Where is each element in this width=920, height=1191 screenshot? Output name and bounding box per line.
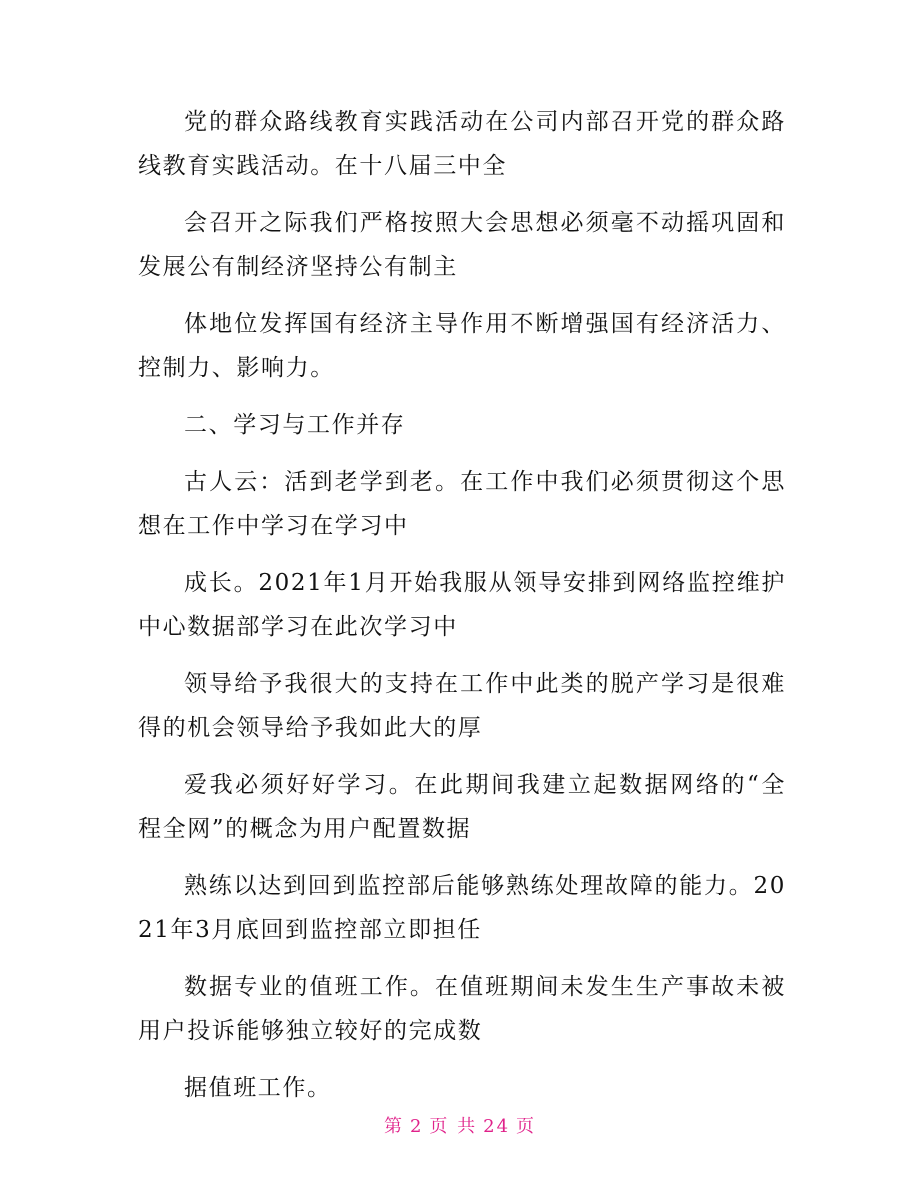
paragraph: 数据专业的值班工作。在值班期间未发生生产事故未被用户投诉能够独立较好的完成数 <box>138 974 786 1044</box>
current-page-number: 2 <box>409 1116 424 1137</box>
footer-prefix: 第 <box>383 1116 404 1137</box>
footer-middle: 页 共 <box>429 1116 478 1137</box>
paragraph: 据值班工作。 <box>184 1075 332 1101</box>
paragraph: 党的群众路线教育实践活动在公司内部召开党的群众路线教育实践活动。在十八届三中全 <box>138 109 786 179</box>
paragraph: 会召开之际我们严格按照大会思想必须毫不动摇巩固和发展公有制经济坚持公有制主 <box>138 210 786 280</box>
page-number-footer <box>0 1112 920 1138</box>
paragraph: 熟练以达到回到监控部后能够熟练处理故障的能力。2021年3月底回到监控部立即担任 <box>138 873 786 943</box>
paragraph: 领导给予我很大的支持在工作中此类的脱产学习是很难得的机会领导给予我如此大的厚 <box>138 671 786 741</box>
total-page-count: 24 <box>483 1116 511 1137</box>
footer-suffix: 页 <box>516 1116 537 1137</box>
document-body <box>138 100 786 1123</box>
paragraph: 古人云：活到老学到老。在工作中我们必须贯彻这个思想在工作中学习在学习中 <box>138 469 786 539</box>
section-heading: 二、学习与工作并存 <box>184 412 406 438</box>
paragraph: 成长。2021年1月开始我服从领导安排到网络监控维护中心数据部学习在此次学习中 <box>138 570 786 640</box>
paragraph: 体地位发挥国有经济主导作用不断增强国有经济活力、控制力、影响力。 <box>138 311 786 381</box>
paragraph: 爱我必须好好学习。在此期间我建立起数据网络的“全程全网”的概念为用户配置数据 <box>138 772 786 842</box>
